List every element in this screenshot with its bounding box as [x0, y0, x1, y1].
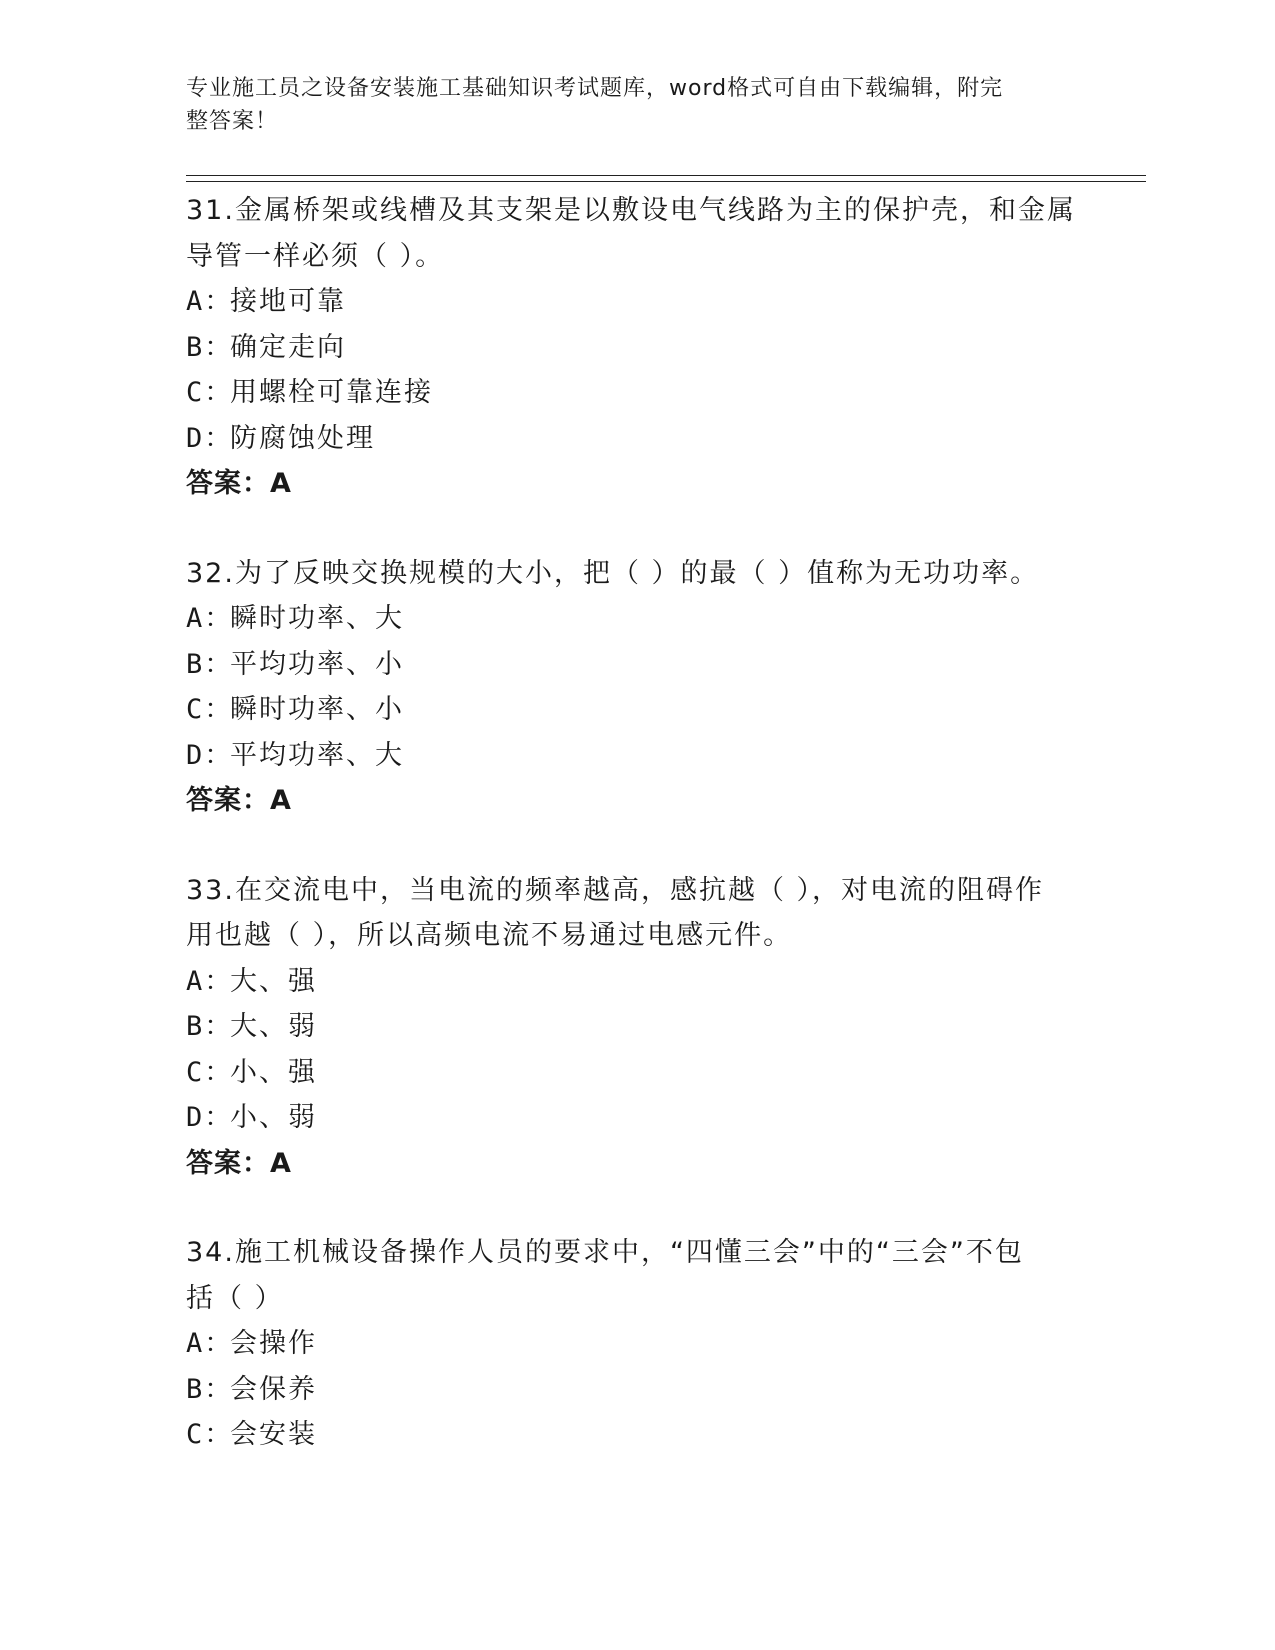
option-text: 会保养: [230, 1373, 317, 1405]
option-text: 小、弱: [230, 1102, 317, 1133]
option-letter: B：: [186, 648, 234, 680]
question-33: [186, 868, 1086, 1187]
question-stem-line: 用也越（ ），所以高频电流不易通过电感元件。: [186, 920, 793, 951]
option-c: [186, 1412, 1086, 1458]
option-letter: D：: [186, 1102, 234, 1133]
option-letter: A：: [186, 603, 234, 634]
option-text: 大、强: [230, 965, 317, 997]
question-stem-line: 33.在交流电中，当电流的频率越高，感抗越（ ），对电流的阻碍作: [186, 874, 1045, 906]
answer-label: 答案：A: [186, 468, 292, 499]
option-letter: D：: [186, 739, 234, 771]
option-text: 瞬时功率、小: [230, 694, 404, 725]
header-divider-bottom: [186, 181, 1146, 182]
question-stem-line: 31.金属桥架或线槽及其支架是以敷设电气线路为主的保护壳，和金属: [186, 195, 1076, 226]
option-text: 瞬时功率、大: [230, 603, 404, 634]
answer-label: 答案：A: [186, 1147, 292, 1179]
question-32: [186, 551, 1086, 824]
option-d: [186, 416, 1086, 462]
question-list: [186, 188, 1086, 1502]
option-a: [186, 1321, 1086, 1367]
option-a: [186, 596, 1086, 642]
header-line-1: 专业施工员之设备安装施工基础知识考试题库，word格式可自由下载编辑，附完: [186, 76, 1004, 101]
option-letter: B：: [186, 1011, 234, 1042]
option-text: 确定走向: [230, 331, 346, 363]
header-divider-top: [186, 175, 1146, 176]
option-letter: B：: [186, 331, 234, 363]
question-stem-line: 34.施工机械设备操作人员的要求中，“四懂三会”中的“三会”不包: [186, 1237, 1024, 1268]
option-letter: A：: [186, 1328, 234, 1359]
option-letter: C：: [186, 377, 234, 408]
option-text: 会操作: [230, 1328, 317, 1359]
option-letter: A：: [186, 286, 234, 317]
option-a: [186, 279, 1086, 325]
option-letter: D：: [186, 422, 234, 454]
header-line-2: 整答案！: [186, 109, 279, 134]
option-text: 平均功率、小: [230, 648, 404, 680]
option-letter: C：: [186, 694, 234, 725]
question-stem-line: 导管一样必须（ ）。: [186, 240, 445, 272]
option-text: 用螺栓可靠连接: [230, 377, 433, 408]
option-a: [186, 959, 1086, 1005]
option-c: [186, 1050, 1086, 1096]
question-34: [186, 1230, 1086, 1458]
question-31: [186, 188, 1086, 507]
option-text: 防腐蚀处理: [230, 422, 375, 454]
question-stem-line: 括（ ）: [186, 1282, 284, 1314]
option-c: [186, 370, 1086, 416]
option-c: [186, 687, 1086, 733]
option-text: 大、弱: [230, 1011, 317, 1042]
option-text: 平均功率、大: [230, 739, 404, 771]
option-text: 会安装: [230, 1419, 317, 1450]
answer-label: 答案：A: [186, 785, 292, 816]
option-d: [186, 733, 1086, 779]
option-b: [186, 325, 1086, 371]
document-header: [186, 72, 1066, 138]
option-d: [186, 1095, 1086, 1141]
option-letter: A：: [186, 965, 234, 997]
option-b: [186, 1367, 1086, 1413]
option-letter: C：: [186, 1056, 234, 1088]
option-letter: B：: [186, 1373, 234, 1405]
option-b: [186, 642, 1086, 688]
question-stem-line: 32.为了反映交换规模的大小，把（ ）的最（ ）值称为无功功率。: [186, 557, 1040, 589]
option-text: 接地可靠: [230, 286, 346, 317]
option-text: 小、强: [230, 1056, 317, 1088]
option-letter: C：: [186, 1419, 234, 1450]
option-b: [186, 1004, 1086, 1050]
